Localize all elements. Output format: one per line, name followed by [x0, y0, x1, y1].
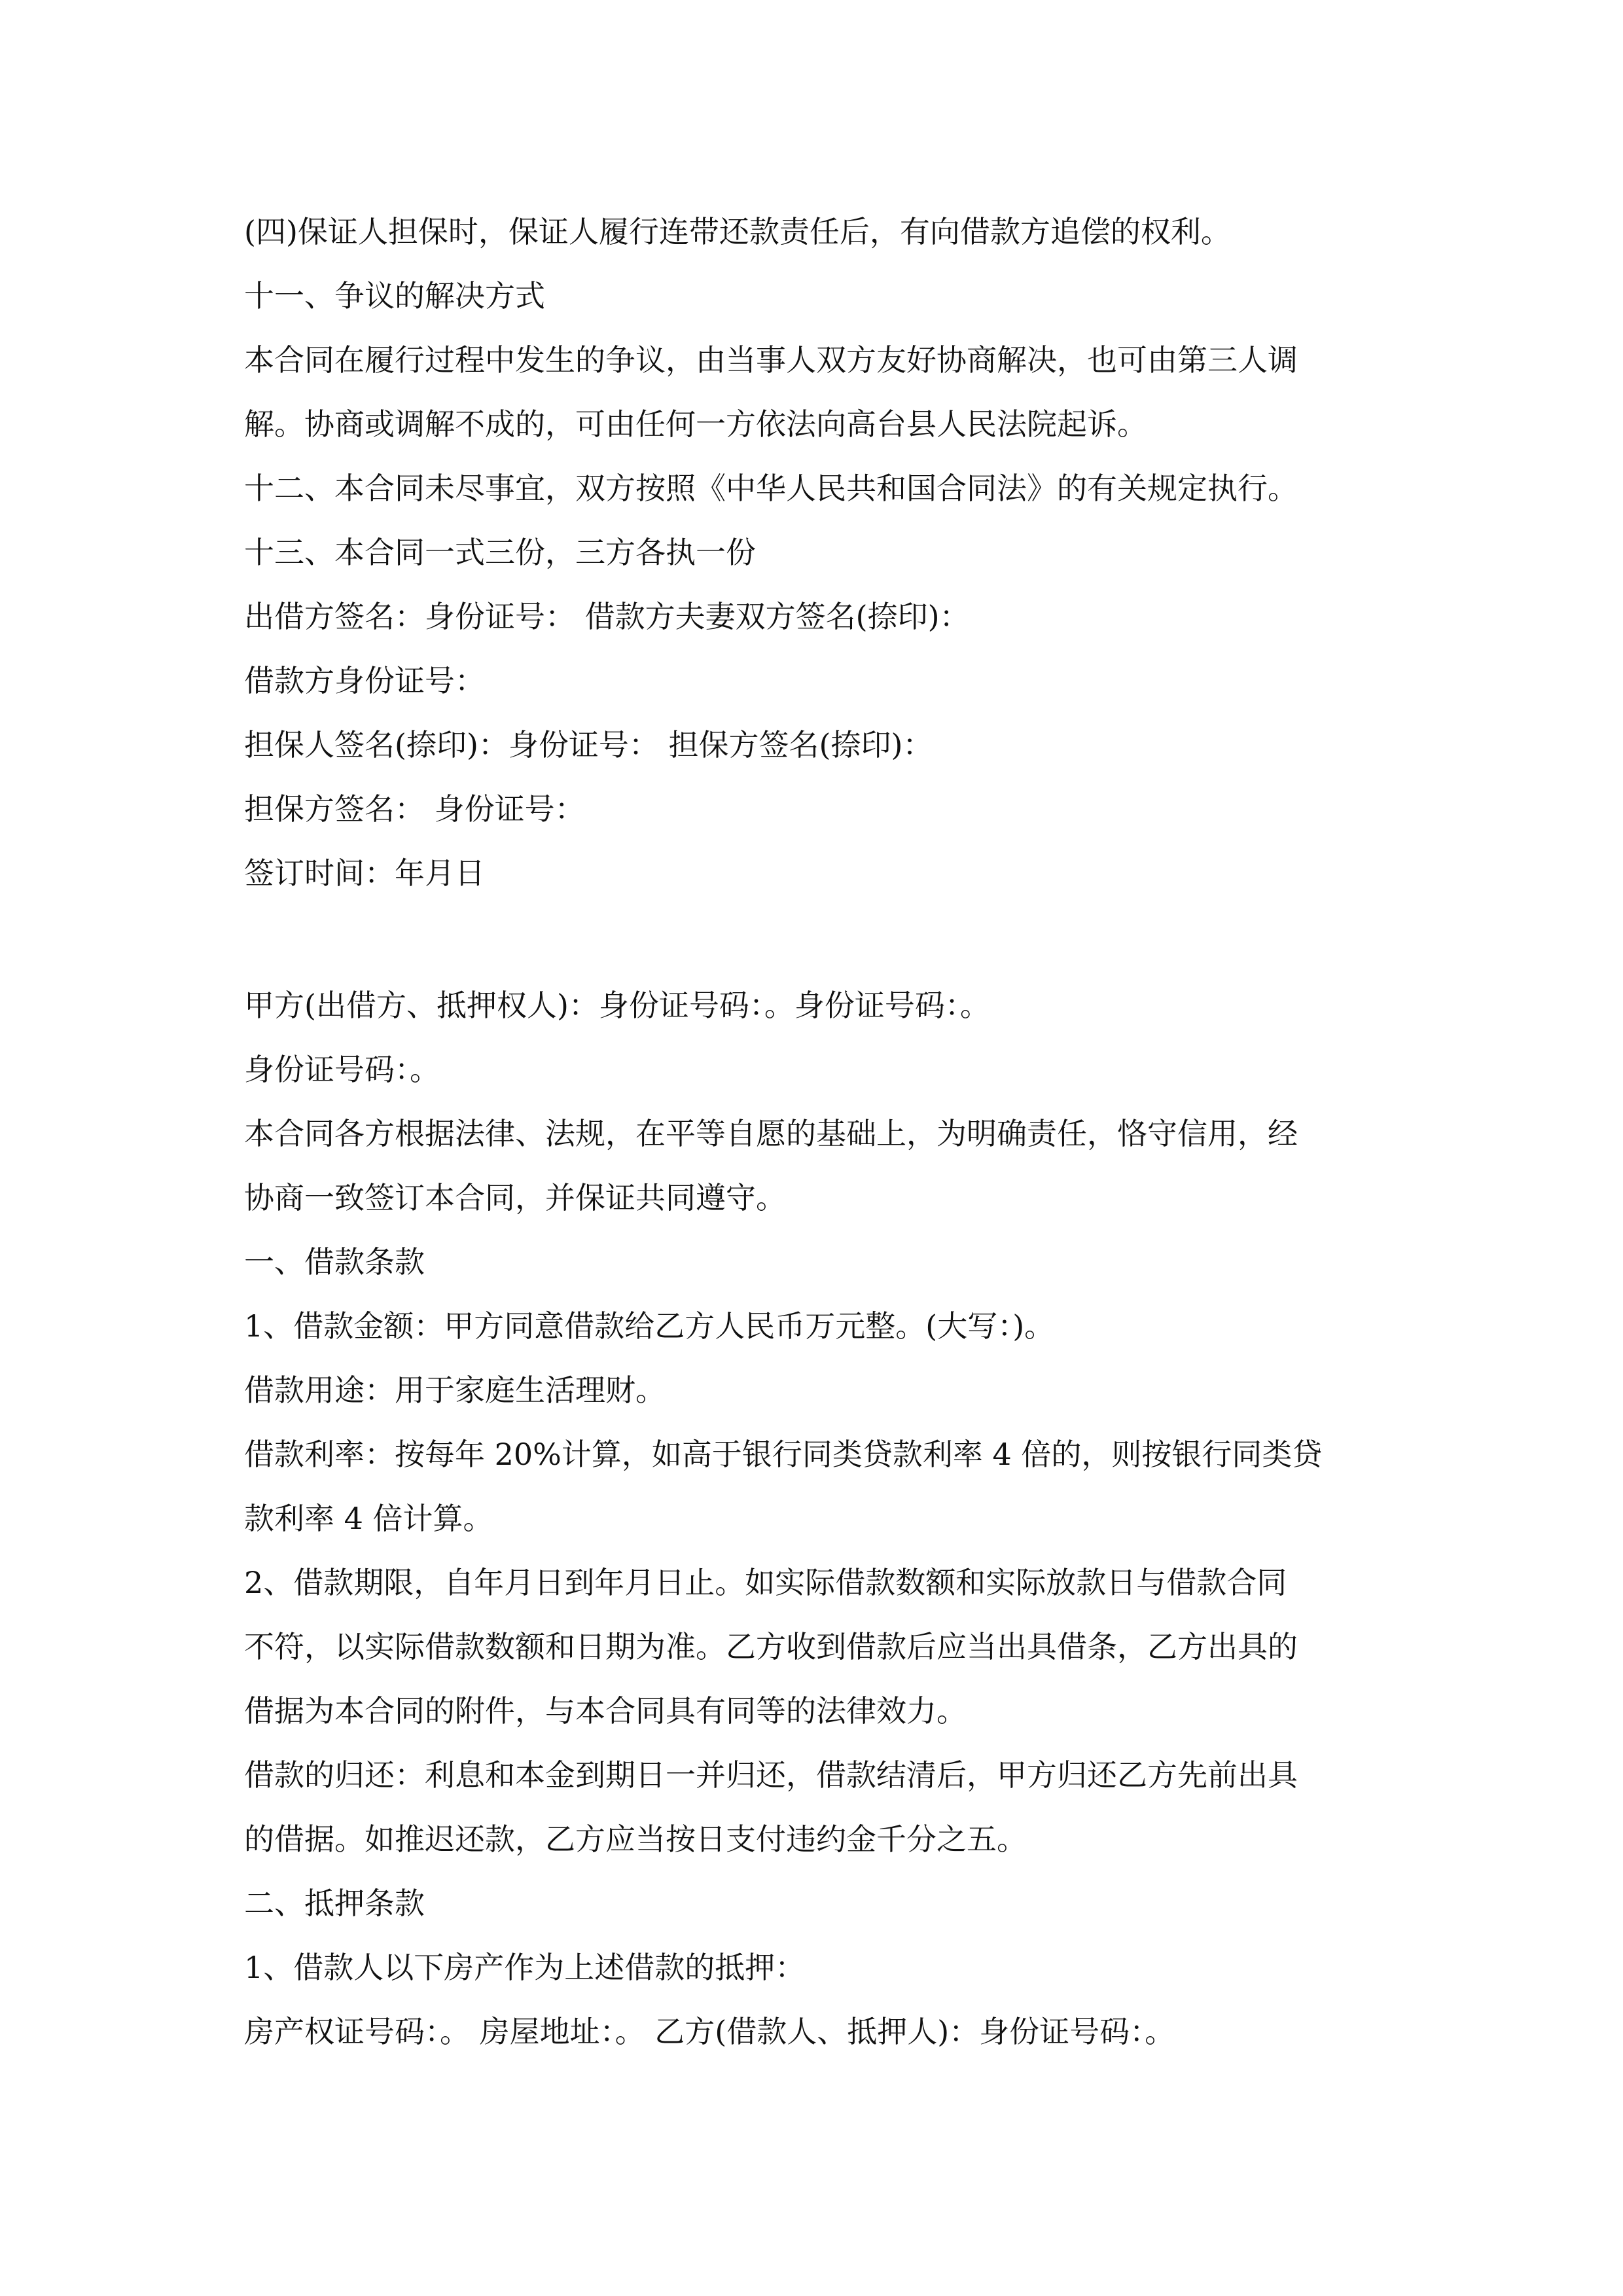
text-line: 解。协商或调解不成的，可由任何一方依法向高台县人民法院起诉。: [244, 406, 1147, 442]
text-line: 借款利率：按每年 20%计算，如高于银行同类贷款利率 4 倍的，则按银行同类贷: [244, 1437, 1323, 1472]
signature-line: 担保方签名： 身份证号：: [244, 791, 585, 827]
text-line: 款利率 4 倍计算。: [244, 1501, 493, 1536]
text-line: 借据为本合同的附件，与本合同具有同等的法律效力。: [244, 1693, 967, 1729]
party-line: 身份证号码：。: [244, 1052, 440, 1087]
signature-line: 担保人签名(捺印)：身份证号： 担保方签名(捺印)：: [244, 727, 933, 762]
text-line: 借款的归还：利息和本金到期日一并归还，借款结清后，甲方归还乙方先前出具: [244, 1757, 1298, 1793]
text-line: 十二、本合同未尽事宜，双方按照《中华人民共和国合同法》的有关规定执行。: [244, 471, 1298, 506]
signature-line: 出借方签名：身份证号： 借款方夫妻双方签名(捺印)：: [244, 599, 970, 634]
section-spacer: [244, 905, 1422, 973]
signing-date-line: 签订时间：年月日: [244, 855, 485, 891]
section-heading: 一、借款条款: [244, 1244, 425, 1280]
text-line: 不符，以实际借款数额和日期为准。乙方收到借款后应当出具借条，乙方出具的: [244, 1629, 1298, 1664]
text-line: 房产权证号码：。 房屋地址：。 乙方(借款人、抵押人)：身份证号码：。: [244, 2014, 1175, 2049]
text-line: 本合同在履行过程中发生的争议，由当事人双方友好协商解决，也可由第三人调: [244, 342, 1298, 378]
text-line: 2、借款期限，自年月日到年月日止。如实际借款数额和实际放款日与借款合同: [244, 1565, 1287, 1600]
text-line: 协商一致签订本合同，并保证共同遵守。: [244, 1180, 786, 1215]
text-line: 1、借款金额：甲方同意借款给乙方人民币万元整。(大写：)。: [244, 1308, 1055, 1344]
text-line: 借款用途：用于家庭生活理财。: [244, 1372, 666, 1408]
text-line: (四)保证人担保时，保证人履行连带还款责任后，有向借款方追偿的权利。: [244, 214, 1231, 249]
document-body: [244, 200, 1422, 2064]
text-line: 本合同各方根据法律、法规，在平等自愿的基础上，为明确责任，恪守信用，经: [244, 1116, 1298, 1151]
section-heading: 二、抵押条款: [244, 1886, 425, 1921]
section-heading: 十一、争议的解决方式: [244, 278, 545, 314]
signature-line: 借款方身份证号：: [244, 663, 485, 698]
party-line: 甲方(出借方、抵押权人)：身份证号码：。身份证号码：。: [244, 988, 990, 1023]
text-line: 1、借款人以下房产作为上述借款的抵押：: [244, 1950, 806, 1985]
text-line: 十三、本合同一式三份，三方各执一份: [244, 535, 756, 570]
text-line: 的借据。如推迟还款，乙方应当按日支付违约金千分之五。: [244, 1821, 1027, 1857]
